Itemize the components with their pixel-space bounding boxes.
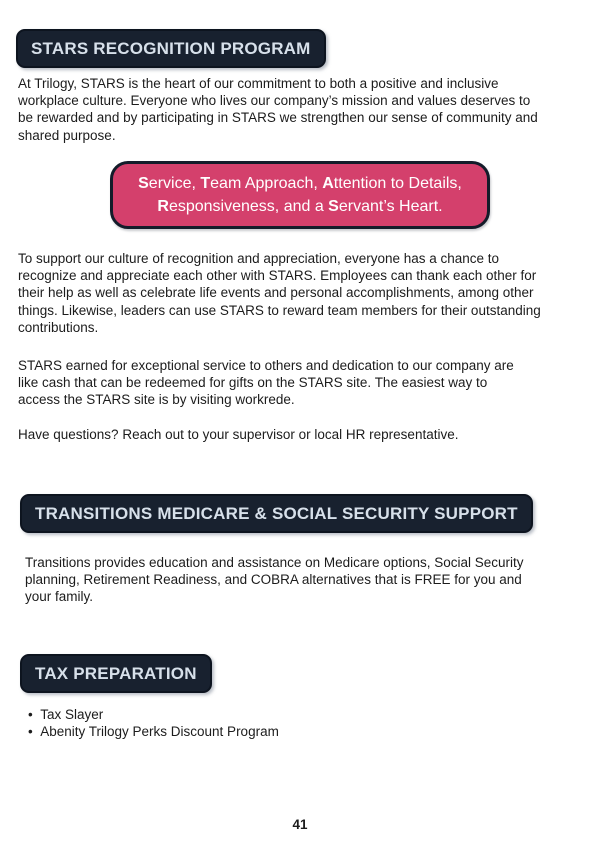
motto-line bbox=[157, 195, 442, 218]
motto-bold-letter: A bbox=[322, 175, 334, 192]
text-line: workplace culture. Everyone who lives our company’s mission and values deserves to bbox=[18, 93, 531, 109]
text-line: like cash that can be redeemed for gifts on the STARS site. The easiest way to bbox=[18, 375, 488, 391]
stars-questions-line: Have questions? Reach out to your supervisor or local HR representative. bbox=[18, 427, 459, 442]
motto-text: eam Approach, bbox=[210, 175, 323, 192]
transitions-heading-badge: TRANSITIONS MEDICARE & SOCIAL SECURITY SUPPORT bbox=[20, 494, 533, 533]
page-number: 41 bbox=[292, 817, 308, 832]
stars-support-paragraph bbox=[18, 250, 541, 336]
list-item: • Tax Slayer bbox=[28, 706, 279, 723]
text-line: contributions. bbox=[18, 319, 99, 335]
text-line: recognize and appreciate each other with STARS. Employees can thank each other for bbox=[18, 268, 537, 284]
tax-preparation-bullet-list bbox=[28, 706, 279, 740]
motto-text: ttention to Details, bbox=[333, 175, 462, 192]
text-line: To support our culture of recognition and appreciation, everyone has a chance to bbox=[18, 251, 500, 266]
tax-preparation-heading-badge: TAX PREPARATION bbox=[20, 654, 212, 693]
stars-recognition-heading-badge: STARS RECOGNITION PROGRAM bbox=[16, 29, 326, 68]
motto-bold-letter: S bbox=[328, 198, 339, 215]
text-line: your family. bbox=[25, 589, 94, 605]
text-line: planning, Retirement Readiness, and COBRA alternatives that is FREE for you and bbox=[25, 572, 522, 588]
stars-earned-paragraph bbox=[18, 357, 514, 409]
stars-motto-box bbox=[110, 161, 490, 229]
text-line: access the STARS site is by visiting workrede. bbox=[18, 392, 295, 408]
motto-bold-letter: R bbox=[157, 198, 169, 215]
motto-text: ervice, bbox=[148, 175, 201, 192]
text-line: Transitions provides education and assistance on Medicare options, Social Security bbox=[25, 555, 524, 570]
motto-bold-letter: S bbox=[138, 175, 149, 192]
text-line: shared purpose. bbox=[18, 127, 116, 143]
motto-text: esponsiveness, and a bbox=[168, 198, 329, 215]
motto-text: ervant’s Heart. bbox=[338, 198, 443, 215]
transitions-body-paragraph bbox=[25, 554, 524, 606]
stars-intro-paragraph bbox=[18, 75, 538, 144]
motto-bold-letter: T bbox=[200, 175, 211, 192]
text-line: STARS earned for exceptional service to others and dedication to our company are bbox=[18, 358, 514, 373]
text-line: things. Likewise, leaders can use STARS to reward team members for their outstanding bbox=[18, 302, 541, 318]
text-line: their help as well as celebrate life events and personal accomplishments, among other bbox=[18, 285, 534, 301]
text-line: be rewarded and by participating in STARS we strengthen our sense of community and bbox=[18, 110, 538, 126]
motto-line bbox=[138, 172, 462, 195]
text-line: At Trilogy, STARS is the heart of our commitment to both a positive and inclusive bbox=[18, 76, 499, 91]
list-item: • Abenity Trilogy Perks Discount Program bbox=[28, 723, 279, 740]
